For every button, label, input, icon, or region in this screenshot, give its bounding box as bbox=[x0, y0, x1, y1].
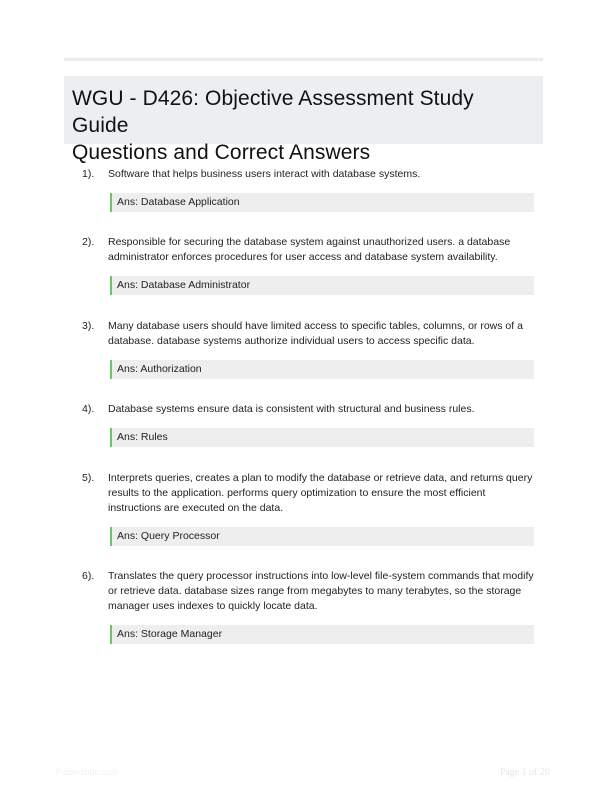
top-divider bbox=[64, 58, 543, 61]
answer-box: Ans: Database Application bbox=[110, 193, 534, 212]
question-number: 6). bbox=[82, 570, 95, 582]
page-number: Page 1 of 20 bbox=[499, 767, 550, 778]
title-line-1: WGU - D426: Objective Assessment Study Guide bbox=[72, 87, 474, 137]
footer-watermark: Papersbbc.com bbox=[56, 767, 119, 777]
title-banner bbox=[64, 76, 543, 164]
question-number: 2). bbox=[82, 236, 95, 248]
question-number: 1). bbox=[82, 168, 95, 180]
question-number: 3). bbox=[82, 320, 95, 332]
question-text: Translates the query processor instructions into low-level file-system commands that modify or retrieve data. database sizes range from megabytes to many terabytes, so the storage manager uses indexes to quickly locate data. bbox=[108, 570, 534, 612]
answer-box: Ans: Database Administrator bbox=[110, 276, 534, 295]
question-text: Many database users should have limited access to specific tables, columns, or rows of a database. database systems authorize individual users to access specific data. bbox=[108, 320, 523, 347]
answer-box: Ans: Authorization bbox=[110, 360, 534, 379]
question-text: Database systems ensure data is consistent with structural and business rules. bbox=[108, 403, 475, 415]
question-text: Responsible for securing the database system against unauthorized users. a database administrator enforces procedures for user access and database system availability. bbox=[108, 236, 511, 263]
answer-box: Ans: Storage Manager bbox=[110, 625, 534, 644]
question-text: Interprets queries, creates a plan to modify the database or retrieve data, and returns query results to the application. performs query optimization to ensure the most efficient instructions are executed on the data. bbox=[108, 472, 533, 514]
question-number: 5). bbox=[82, 472, 95, 484]
question-number: 4). bbox=[82, 403, 95, 415]
answer-box: Ans: Query Processor bbox=[110, 527, 534, 546]
question-text: Software that helps business users interact with database systems. bbox=[108, 168, 421, 180]
page-title bbox=[72, 85, 535, 166]
answer-box: Ans: Rules bbox=[110, 428, 534, 447]
title-line-2: Questions and Correct Answers bbox=[72, 141, 371, 164]
